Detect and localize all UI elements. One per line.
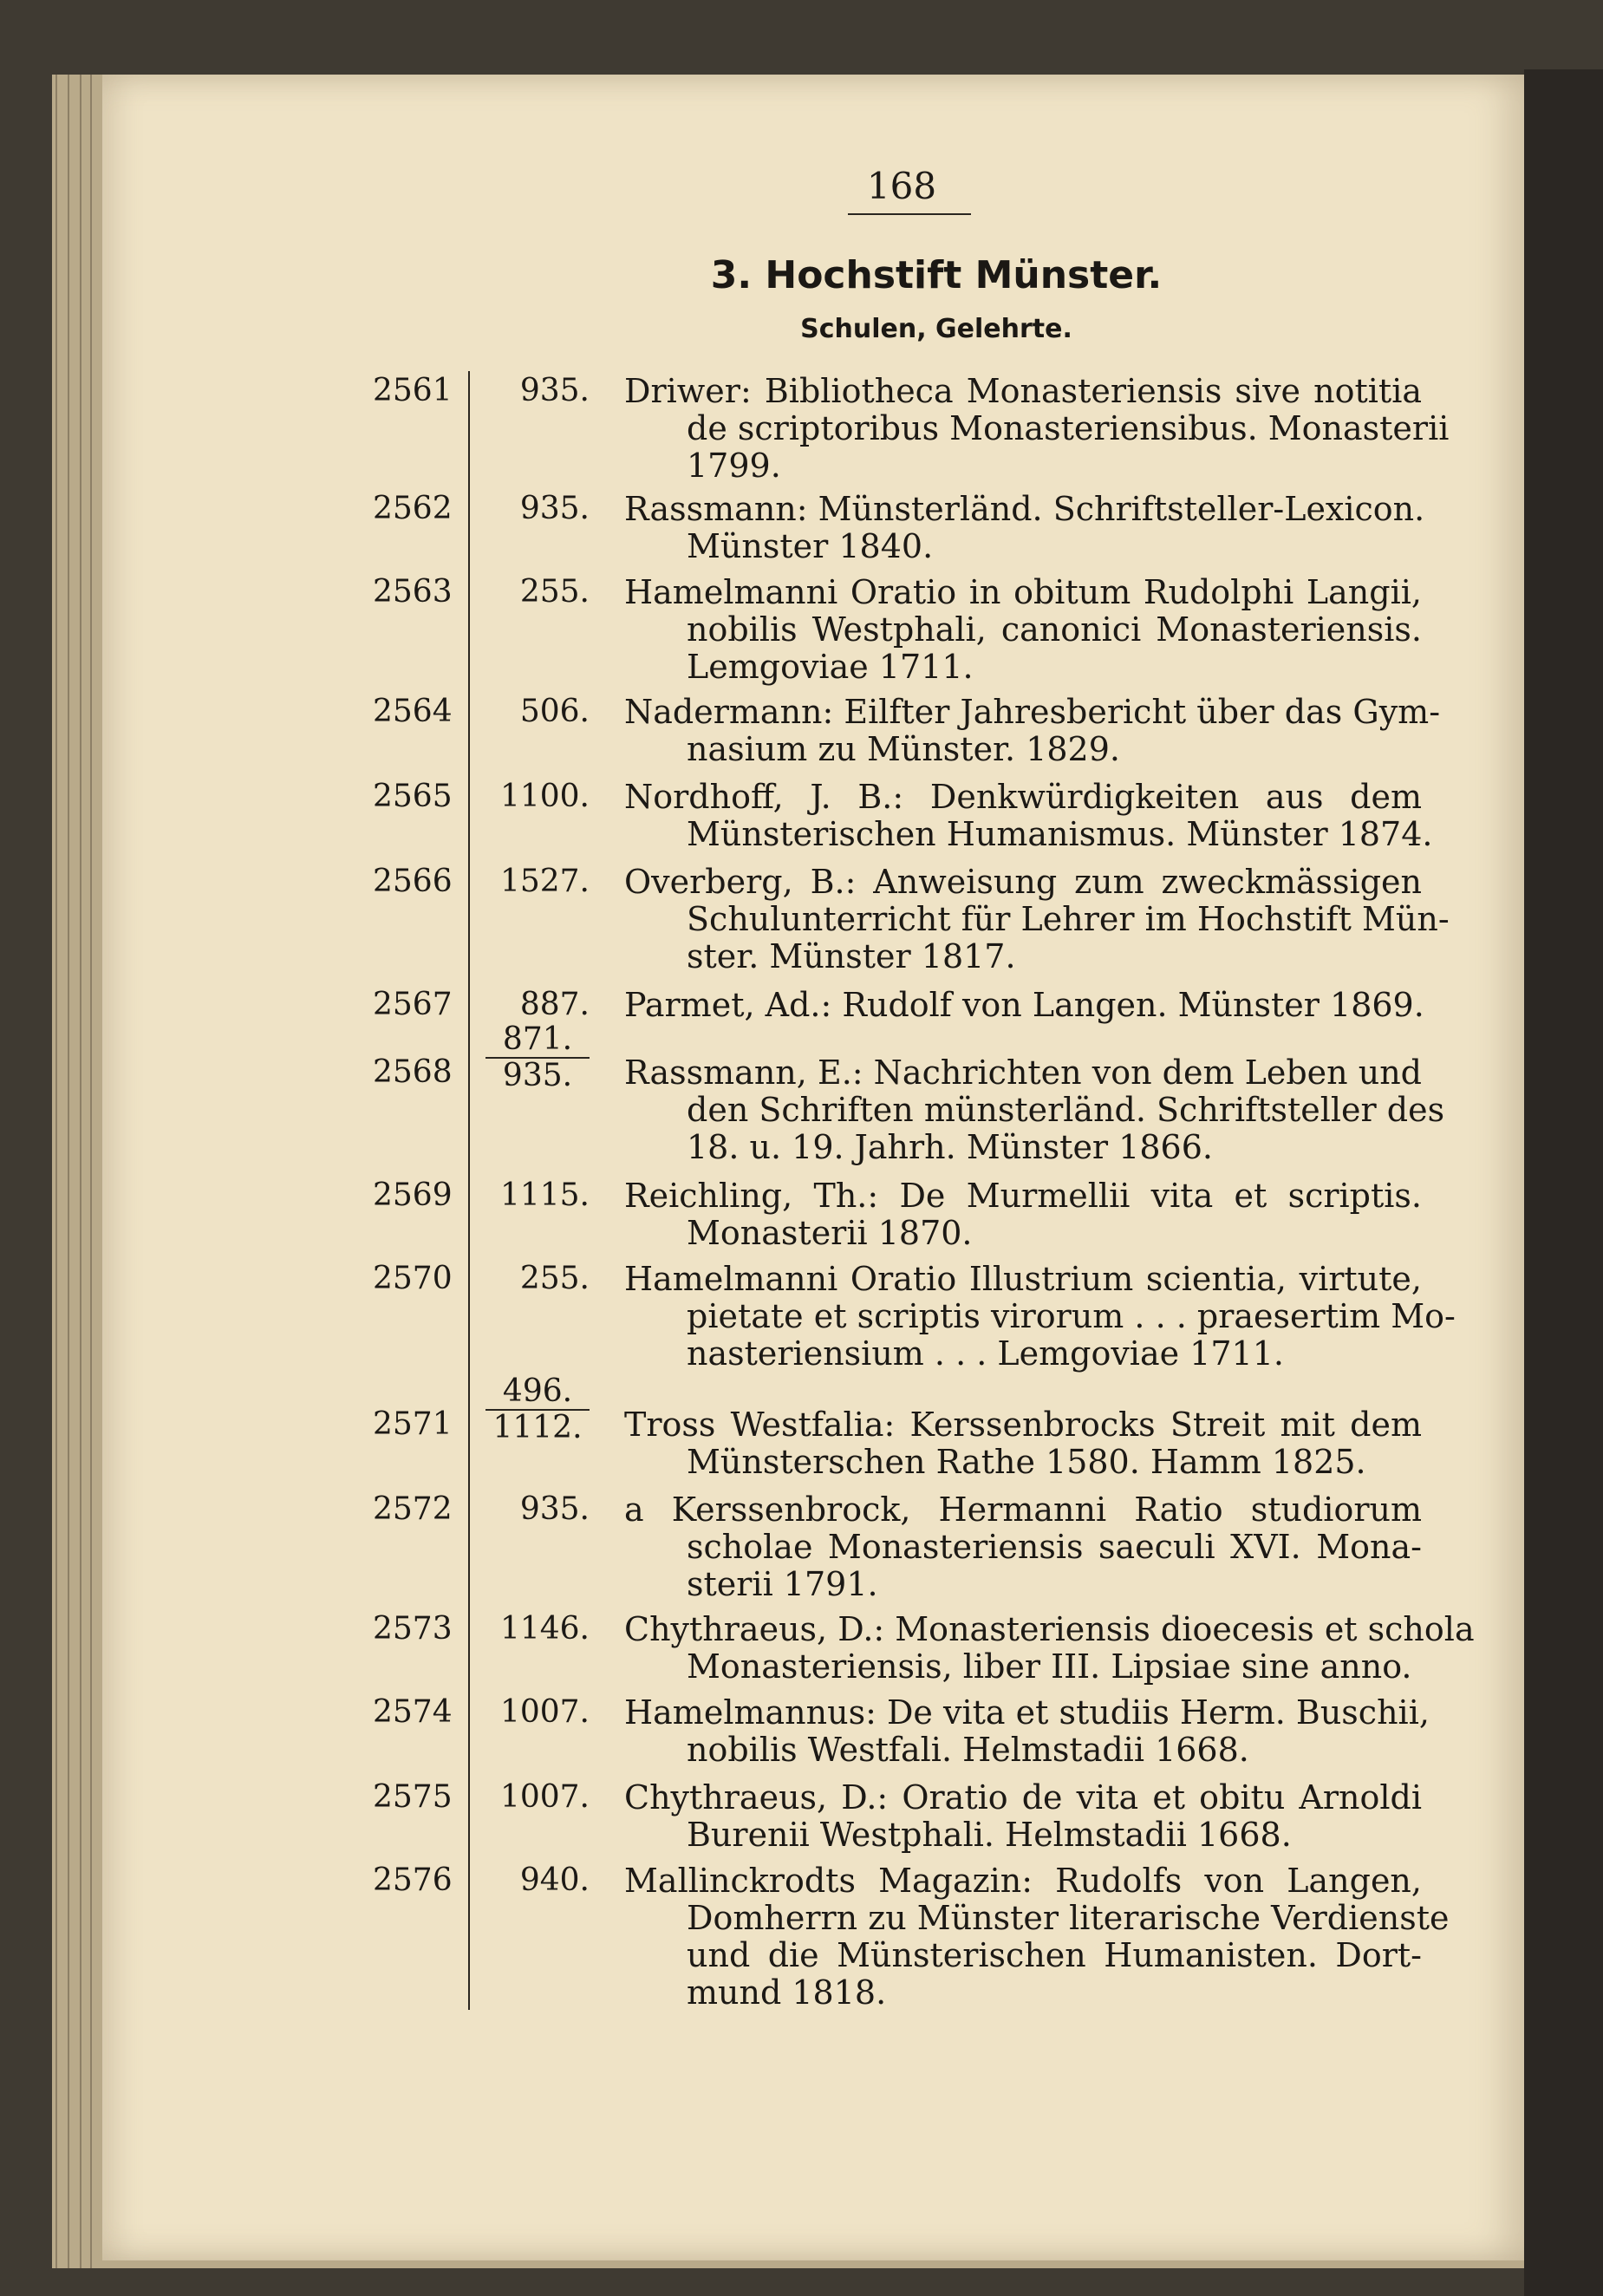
section-title: 3. Hochstift Münster. [710, 253, 1163, 297]
entry-line: 18. u. 19. Jahrh. Münster 1866. [687, 1128, 1213, 1166]
entry-line: nobilis Westfali. Helmstadii 1668. [687, 1731, 1249, 1769]
entry-text [624, 490, 1425, 565]
entry-text [624, 1779, 1422, 1854]
entry-text [624, 693, 1441, 768]
entry-shelfmark: 255. [519, 574, 590, 610]
entry-shelfmark: 935. [519, 1491, 590, 1527]
entry-line: sterii 1791. [687, 1565, 878, 1603]
entry-text [624, 1862, 1450, 2012]
entry-text [624, 863, 1450, 975]
entry-text [624, 1053, 1445, 1166]
entry-line: Driwer: Bibliotheca Monasteriensis sive notitia [624, 372, 1422, 410]
entry-line: Schulunterricht für Lehrer im Hochstift Mün- [687, 900, 1450, 938]
entry-line: ster. Münster 1817. [687, 937, 1016, 975]
entry-line: pietate et scriptis virorum . . . praesertim Mo- [687, 1297, 1456, 1335]
entry-line: den Schriften münsterländ. Schriftsteller des [687, 1091, 1445, 1129]
entry-number: 2565 [373, 779, 453, 814]
entry-line: Hamelmannus: De vita et studiis Herm. Buschii, [624, 1693, 1430, 1732]
entry-line: Rassmann, E.: Nachrichten von dem Leben und [624, 1053, 1422, 1092]
entry-shelfmark: 935. [519, 373, 590, 408]
entry-line: mund 1818. [687, 1973, 887, 2012]
page-number-rule [848, 213, 971, 215]
shelfmark-numerator: 871. [502, 1021, 573, 1057]
section-subtitle: Schulen, Gelehrte. [800, 314, 1072, 344]
entry-shelfmark: 1007. [499, 1779, 590, 1815]
shelfmark-denominator: 935. [485, 1057, 590, 1093]
entry-shelfmark: 1100. [499, 779, 590, 814]
entry-shelfmark: 940. [519, 1862, 590, 1898]
entry-number: 2570 [373, 1261, 453, 1296]
entry-line: Domherrn zu Münster literarische Verdienste [687, 1899, 1450, 1937]
entry-number: 2571 [373, 1406, 453, 1442]
entry-line: Nadermann: Eilfter Jahresbericht über das Gym- [624, 693, 1441, 731]
entry-text [624, 1177, 1422, 1252]
column-divider [468, 371, 470, 2010]
entry-shelfmark: 1527. [499, 864, 590, 899]
entry-line: Reichling, Th.: De Murmellii vita et scriptis. [624, 1177, 1422, 1215]
entry-number: 2567 [373, 987, 453, 1022]
entry-line: Tross Westfalia: Kerssenbrocks Streit mit dem [624, 1406, 1422, 1444]
entry-line: Münsterschen Rathe 1580. Hamm 1825. [687, 1443, 1366, 1481]
entry-line: Rassmann: Münsterländ. Schriftsteller-Lexicon. [624, 490, 1425, 528]
entry-number: 2575 [373, 1779, 453, 1815]
entry-line: Overberg, B.: Anweisung zum zweckmässigen [624, 863, 1422, 901]
entry-number: 2566 [373, 864, 453, 899]
entry-line: nasteriensium . . . Lemgoviae 1711. [687, 1334, 1284, 1373]
entry-line: Mallinckrodts Magazin: Rudolfs von Langen, [624, 1862, 1422, 1900]
entry-text [624, 1693, 1430, 1769]
entry-line: Nordhoff, J. B.: Denkwürdigkeiten aus dem [624, 778, 1422, 816]
entry-number: 2573 [373, 1611, 453, 1647]
entry-text [624, 987, 1422, 1024]
entry-line: scholae Monasteriensis saeculi XVI. Mona- [687, 1528, 1422, 1566]
entry-line: Monasterii 1870. [687, 1214, 973, 1252]
entry-line: a Kerssenbrock, Hermanni Ratio studiorum [624, 1490, 1422, 1529]
entry-line: Hamelmanni Oratio in obitum Rudolphi Langii, [624, 573, 1422, 611]
entry-text [624, 1406, 1422, 1481]
entry-number: 2561 [373, 373, 453, 408]
entry-line: Chythraeus, D.: Oratio de vita et obitu Arnoldi [624, 1778, 1422, 1817]
shelfmark-denominator: 1112. [485, 1409, 590, 1445]
entry-line: Lemgoviae 1711. [687, 648, 974, 686]
entry-number: 2569 [373, 1177, 453, 1213]
entry-number: 2572 [373, 1491, 453, 1527]
entry-text [624, 1260, 1456, 1373]
page-number: 168 [866, 165, 937, 207]
gutter-shadow [1524, 69, 1603, 2296]
entry-line: und die Münsterischen Humanisten. Dort- [687, 1936, 1422, 1974]
entry-number: 2574 [373, 1694, 453, 1730]
entry-line: Chythraeus, D.: Monasteriensis dioecesis et schola [624, 1610, 1475, 1648]
entry-line: Monasteriensis, liber III. Lipsiae sine anno. [687, 1647, 1412, 1686]
entry-text [624, 1491, 1422, 1603]
entry-line: Münsterischen Humanismus. Münster 1874. [687, 815, 1433, 853]
entry-number: 2564 [373, 694, 453, 729]
entry-shelfmark-fraction [485, 1373, 590, 1445]
entry-shelfmark: 935. [519, 491, 590, 526]
entry-shelfmark: 887. [519, 987, 590, 1022]
entry-line: nobilis Westphali, canonici Monasteriensis. [687, 610, 1422, 649]
entry-line: Parmet, Ad.: Rudolf von Langen. Münster 1869. [624, 986, 1424, 1024]
entry-text [624, 778, 1433, 853]
entry-shelfmark: 1146. [499, 1611, 590, 1647]
entry-number: 2563 [373, 574, 453, 610]
entry-text [624, 574, 1422, 686]
entry-text [624, 372, 1450, 485]
entry-line: de scriptoribus Monasteriensibus. Monasterii [687, 409, 1450, 447]
entry-line: Münster 1840. [687, 527, 934, 565]
entry-shelfmark: 506. [519, 694, 590, 729]
shelfmark-numerator: 496. [502, 1373, 573, 1409]
entry-line: Hamelmanni Oratio Illustrium scientia, virtute, [624, 1260, 1422, 1298]
entry-text [624, 1610, 1475, 1686]
entry-shelfmark-fraction [485, 1021, 590, 1093]
entry-number: 2562 [373, 491, 453, 526]
entry-number: 2576 [373, 1862, 453, 1898]
entry-shelfmark: 1007. [499, 1694, 590, 1730]
entry-shelfmark: 255. [519, 1261, 590, 1296]
entry-number: 2568 [373, 1054, 453, 1090]
entry-line: nasium zu Münster. 1829. [687, 730, 1120, 768]
entry-shelfmark: 1115. [499, 1177, 590, 1213]
entry-line: Burenii Westphali. Helmstadii 1668. [687, 1816, 1292, 1854]
entry-line: 1799. [687, 447, 781, 485]
